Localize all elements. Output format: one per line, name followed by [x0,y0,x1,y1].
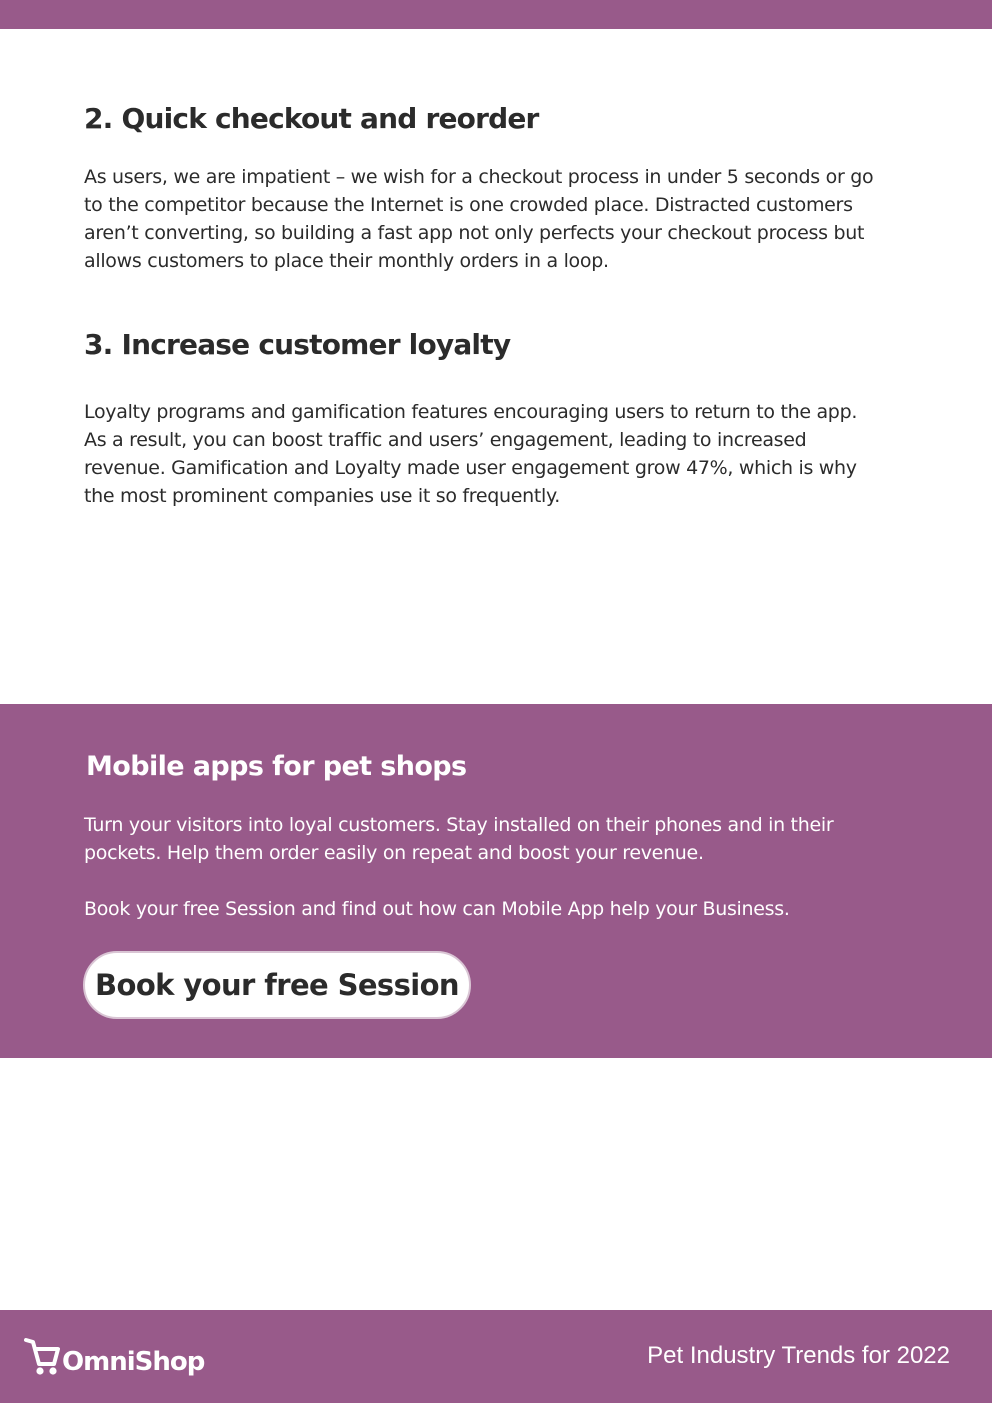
promo-title: Mobile apps for pet shops [86,751,467,782]
section-heading-customer-loyalty: 3. Increase customer loyalty [84,328,511,361]
section-body-quick-checkout: As users, we are impatient – we wish for a checkout process in under 5 seconds or go to the competitor because the Internet is one crowded place. Distracted customers aren’t converting, so building a fast app not only perfects your checkout process but allows customers to place their monthly orders in a loop. [84,166,874,272]
section-body-customer-loyalty: Loyalty programs and gamification features encouraging users to return to the app. As a result, you can boost traffic and users’ engagement, leading to increased revenue. Gamification and Loyalty made user engagement grow 47%, which is why the most prominent companies use it so frequently. [84,401,858,507]
book-session-button[interactable]: Book your free Session [83,951,471,1019]
footer-bar [0,1310,992,1403]
logo-wordmark: OmniShop [62,1347,205,1377]
document-title: Pet Industry Trends for 2022 [647,1342,950,1369]
promo-banner [0,704,992,1058]
promo-call-to-action-text: Book your free Session and find out how can Mobile App help your Business. [84,898,790,920]
omnishop-logo[interactable] [24,1334,204,1380]
top-accent-bar [0,0,992,29]
promo-description: Turn your visitors into loyal customers. Stay installed on their phones and in their pockets. Help them order easily on repeat and boost your revenue. [84,814,834,864]
shopping-cart-icon [24,1337,60,1377]
section-heading-quick-checkout: 2. Quick checkout and reorder [84,102,539,135]
